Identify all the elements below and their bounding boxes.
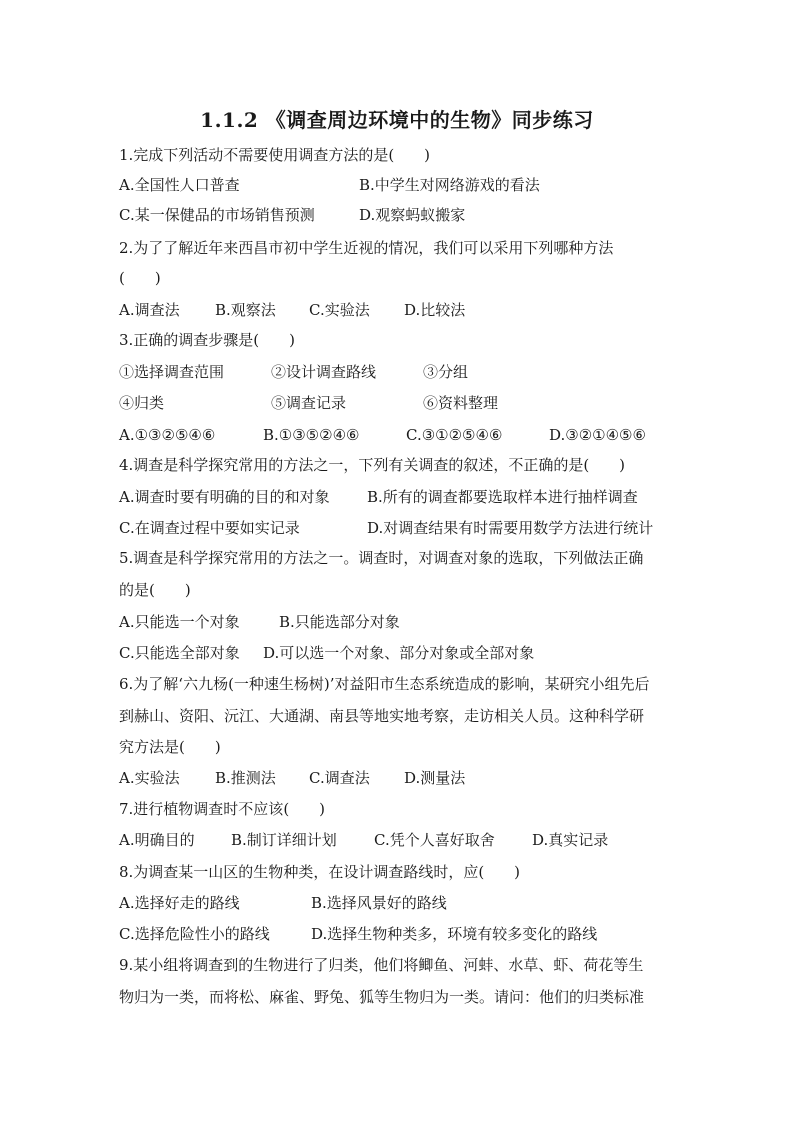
option-c: C.在调查过程中要如实记录: [119, 519, 300, 537]
question-9-stem-cont: 物归为一类，而将松、麻雀、野兔、狐等生物归为一类。请问：他们的归类标准: [119, 988, 645, 1006]
option-d: D.测量法: [404, 769, 466, 787]
option-d: D.对调查结果有时需要用数学方法进行统计: [367, 519, 654, 537]
option-a: A.调查法: [119, 301, 180, 319]
option-b: B.中学生对网络游戏的看法: [359, 176, 540, 194]
option-a: A.明确目的: [119, 831, 195, 849]
option-b: B.所有的调查都要选取样本进行抽样调查: [367, 488, 638, 506]
step-2: ②设计调查路线: [271, 363, 377, 381]
option-c: C.③①②⑤④⑥: [406, 426, 503, 444]
option-d: D.③②①④⑤⑥: [549, 426, 646, 444]
option-a: A.①③②⑤④⑥: [119, 426, 216, 444]
option-c: C.只能选全部对象: [119, 644, 240, 662]
option-a: A.只能选一个对象: [119, 613, 240, 631]
step-1: ①选择调查范围: [119, 363, 225, 381]
option-b: B.制订详细计划: [231, 831, 337, 849]
option-a: A.调查时要有明确的目的和对象: [119, 488, 330, 506]
step-3: ③分组: [423, 363, 469, 381]
question-2-stem-cont: ( ): [119, 269, 161, 287]
option-d: D.真实记录: [532, 831, 609, 849]
option-b: B.推测法: [215, 769, 276, 787]
question-9-stem: 9.某小组将调查到的生物进行了归类，他们将鲫鱼、河蚌、水草、虾、荷花等生: [119, 956, 644, 974]
option-a: A.选择好走的路线: [119, 894, 240, 912]
option-c: C.某一保健品的市场销售预测: [119, 206, 315, 224]
step-5: ⑤调查记录: [271, 394, 347, 412]
question-5-stem-cont: 的是( ): [119, 581, 191, 599]
question-2-stem: 2.为了了解近年来西昌市初中学生近视的情况，我们可以采用下列哪种方法: [119, 239, 614, 257]
question-6-stem-cont-2: 究方法是( ): [119, 738, 221, 756]
option-b: B.只能选部分对象: [279, 613, 400, 631]
question-8-stem: 8.为调查某一山区的生物种类，在设计调查路线时，应( ): [119, 863, 521, 881]
page-title: 1.1.2 《调查周边环境中的生物》同步练习: [200, 108, 594, 132]
question-5-stem: 5.调查是科学探究常用的方法之一。调查时，对调查对象的选取，下列做法正确: [119, 549, 644, 567]
option-c: C.调查法: [309, 769, 370, 787]
option-c: C.凭个人喜好取舍: [374, 831, 495, 849]
option-a: A.实验法: [119, 769, 180, 787]
step-4: ④归类: [119, 394, 165, 412]
step-6: ⑥资料整理: [423, 394, 499, 412]
option-b: B.观察法: [215, 301, 276, 319]
question-1-stem: 1.完成下列活动不需要使用调查方法的是( ): [119, 146, 431, 164]
option-d: D.观察蚂蚁搬家: [359, 206, 466, 224]
option-c: C.实验法: [309, 301, 370, 319]
question-4-stem: 4.调查是科学探究常用的方法之一，下列有关调查的叙述，不正确的是( ): [119, 456, 626, 474]
option-b: B.选择风景好的路线: [311, 894, 447, 912]
question-6-stem-cont-1: 到赫山、资阳、沅江、大通湖、南县等地实地考察，走访相关人员。这种科学研: [119, 707, 645, 725]
option-d: D.可以选一个对象、部分对象或全部对象: [263, 644, 535, 662]
option-b: B.①③⑤②④⑥: [263, 426, 360, 444]
option-a: A.全国性人口普查: [119, 176, 240, 194]
option-c: C.选择危险性小的路线: [119, 925, 270, 943]
question-6-stem: 6.为了解‘六九杨(一种速生杨树)’对益阳市生态系统造成的影响，某研究小组先后: [119, 675, 650, 693]
question-7-stem: 7.进行植物调查时不应该( ): [119, 800, 326, 818]
option-d: D.比较法: [404, 301, 466, 319]
question-3-stem: 3.正确的调查步骤是( ): [119, 331, 296, 349]
option-d: D.选择生物种类多，环境有较多变化的路线: [311, 925, 598, 943]
